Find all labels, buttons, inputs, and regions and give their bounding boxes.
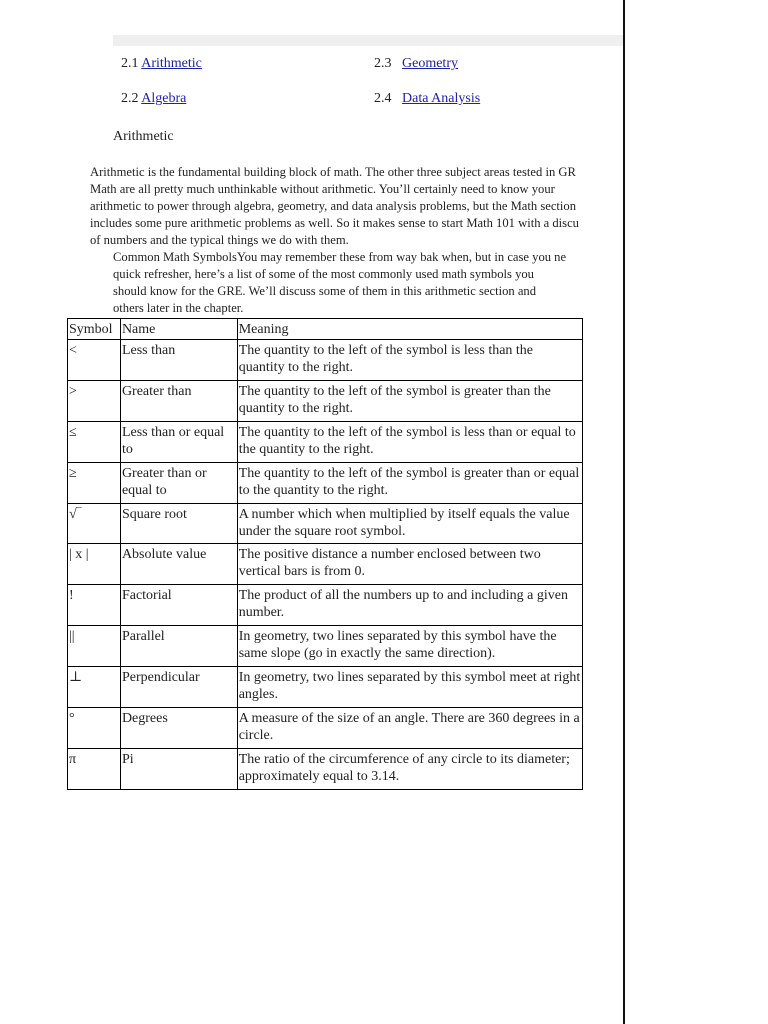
toc-link-data-analysis[interactable]: Data Analysis [402, 91, 481, 106]
cell-symbol: √‾ [68, 504, 121, 544]
table-row [68, 381, 583, 422]
cell-name: Degrees [120, 708, 237, 749]
toc-item-arithmetic [121, 56, 202, 72]
cell-meaning: The ratio of the circumference of any circle to its diameter; approximately equal to 3.14. [237, 749, 582, 790]
cell-meaning: In geometry, two lines separated by this symbol meet at right angles. [237, 667, 582, 708]
math-symbols-table [67, 318, 583, 790]
symbols-intro-line: should know for the GRE. We’ll discuss some of them in this arithmetic section and [113, 284, 537, 298]
cell-name: Less than [120, 340, 237, 381]
page-edge-divider [623, 0, 625, 1024]
table-row [68, 422, 583, 463]
toc-item-data-analysis [374, 91, 480, 107]
toc-number: 2.4 [374, 91, 392, 106]
symbols-intro-line: Common Math SymbolsYou may remember these from way bak when, but in case you ne [113, 250, 567, 264]
cell-meaning: The quantity to the left of the symbol is less than or equal to the quantity to the right. [237, 422, 582, 463]
cell-symbol: π [68, 749, 121, 790]
toc-item-algebra [121, 91, 186, 107]
table-row [68, 544, 583, 585]
toc-link-geometry[interactable]: Geometry [402, 56, 458, 71]
cell-meaning: The quantity to the left of the symbol is less than the quantity to the right. [237, 340, 582, 381]
cell-name: Factorial [120, 585, 237, 626]
cell-symbol: > [68, 381, 121, 422]
symbols-intro-line: others later in the chapter. [113, 301, 244, 315]
intro-line: of numbers and the typical things we do with them. [90, 233, 349, 247]
cell-meaning: The quantity to the left of the symbol is greater than the quantity to the right. [237, 381, 582, 422]
cell-name: Greater than or equal to [120, 463, 237, 504]
cell-meaning: The product of all the numbers up to and including a given number. [237, 585, 582, 626]
cell-symbol: < [68, 340, 121, 381]
section-heading: Arithmetic [113, 129, 174, 144]
header-name: Name [120, 319, 237, 340]
toc-link-arithmetic[interactable]: Arithmetic [141, 56, 202, 71]
table-row [68, 708, 583, 749]
intro-line: Math are all pretty much unthinkable without arithmetic. You’ll certainly need to know your [90, 182, 555, 196]
table-row [68, 667, 583, 708]
cell-name: Square root [120, 504, 237, 544]
cell-symbol: ≤ [68, 422, 121, 463]
toc-number: 2.2 [121, 91, 139, 106]
symbols-intro-paragraph [113, 249, 566, 317]
toc-item-geometry [374, 56, 458, 72]
cell-name: Absolute value [120, 544, 237, 585]
cell-symbol: || [68, 626, 121, 667]
intro-paragraph [90, 164, 579, 249]
intro-line: arithmetic to power through algebra, geometry, and data analysis problems, but the Math section [90, 199, 577, 213]
cell-symbol: ⊥ [68, 667, 121, 708]
cell-name: Less than or equal to [120, 422, 237, 463]
header-meaning: Meaning [237, 319, 582, 340]
cell-meaning: A measure of the size of an angle. There are 360 degrees in a circle. [237, 708, 582, 749]
cell-name: Pi [120, 749, 237, 790]
table-row [68, 463, 583, 504]
intro-line: Arithmetic is the fundamental building block of math. The other three subject areas tested in GR [90, 165, 576, 179]
cell-name: Parallel [120, 626, 237, 667]
cell-symbol: | x | [68, 544, 121, 585]
symbols-intro-line: quick refresher, here’s a list of some of the most commonly used math symbols you [113, 267, 534, 281]
toc-link-algebra[interactable]: Algebra [141, 91, 187, 106]
cell-name: Greater than [120, 381, 237, 422]
cell-symbol: ! [68, 585, 121, 626]
table-row [68, 504, 583, 544]
cell-symbol: ° [68, 708, 121, 749]
table-row [68, 626, 583, 667]
cell-meaning: In geometry, two lines separated by this symbol have the same slope (go in exactly the same direction). [237, 626, 582, 667]
toc-number: 2.3 [374, 56, 392, 71]
table-row [68, 749, 583, 790]
table-row [68, 585, 583, 626]
cell-meaning: A number which when multiplied by itself equals the value under the square root symbol. [237, 504, 582, 544]
table-row [68, 340, 583, 381]
cell-meaning: The quantity to the left of the symbol is greater than or equal to the quantity to the right. [237, 463, 582, 504]
intro-line: includes some pure arithmetic problems as well. So it makes sense to start Math 101 with a discu [90, 216, 579, 230]
cell-name: Perpendicular [120, 667, 237, 708]
header-symbol: Symbol [68, 319, 121, 340]
toc-number: 2.1 [121, 56, 139, 71]
cell-symbol: ≥ [68, 463, 121, 504]
header-band [113, 35, 623, 46]
cell-meaning: The positive distance a number enclosed between two vertical bars is from 0. [237, 544, 582, 585]
table-header-row [68, 319, 583, 340]
